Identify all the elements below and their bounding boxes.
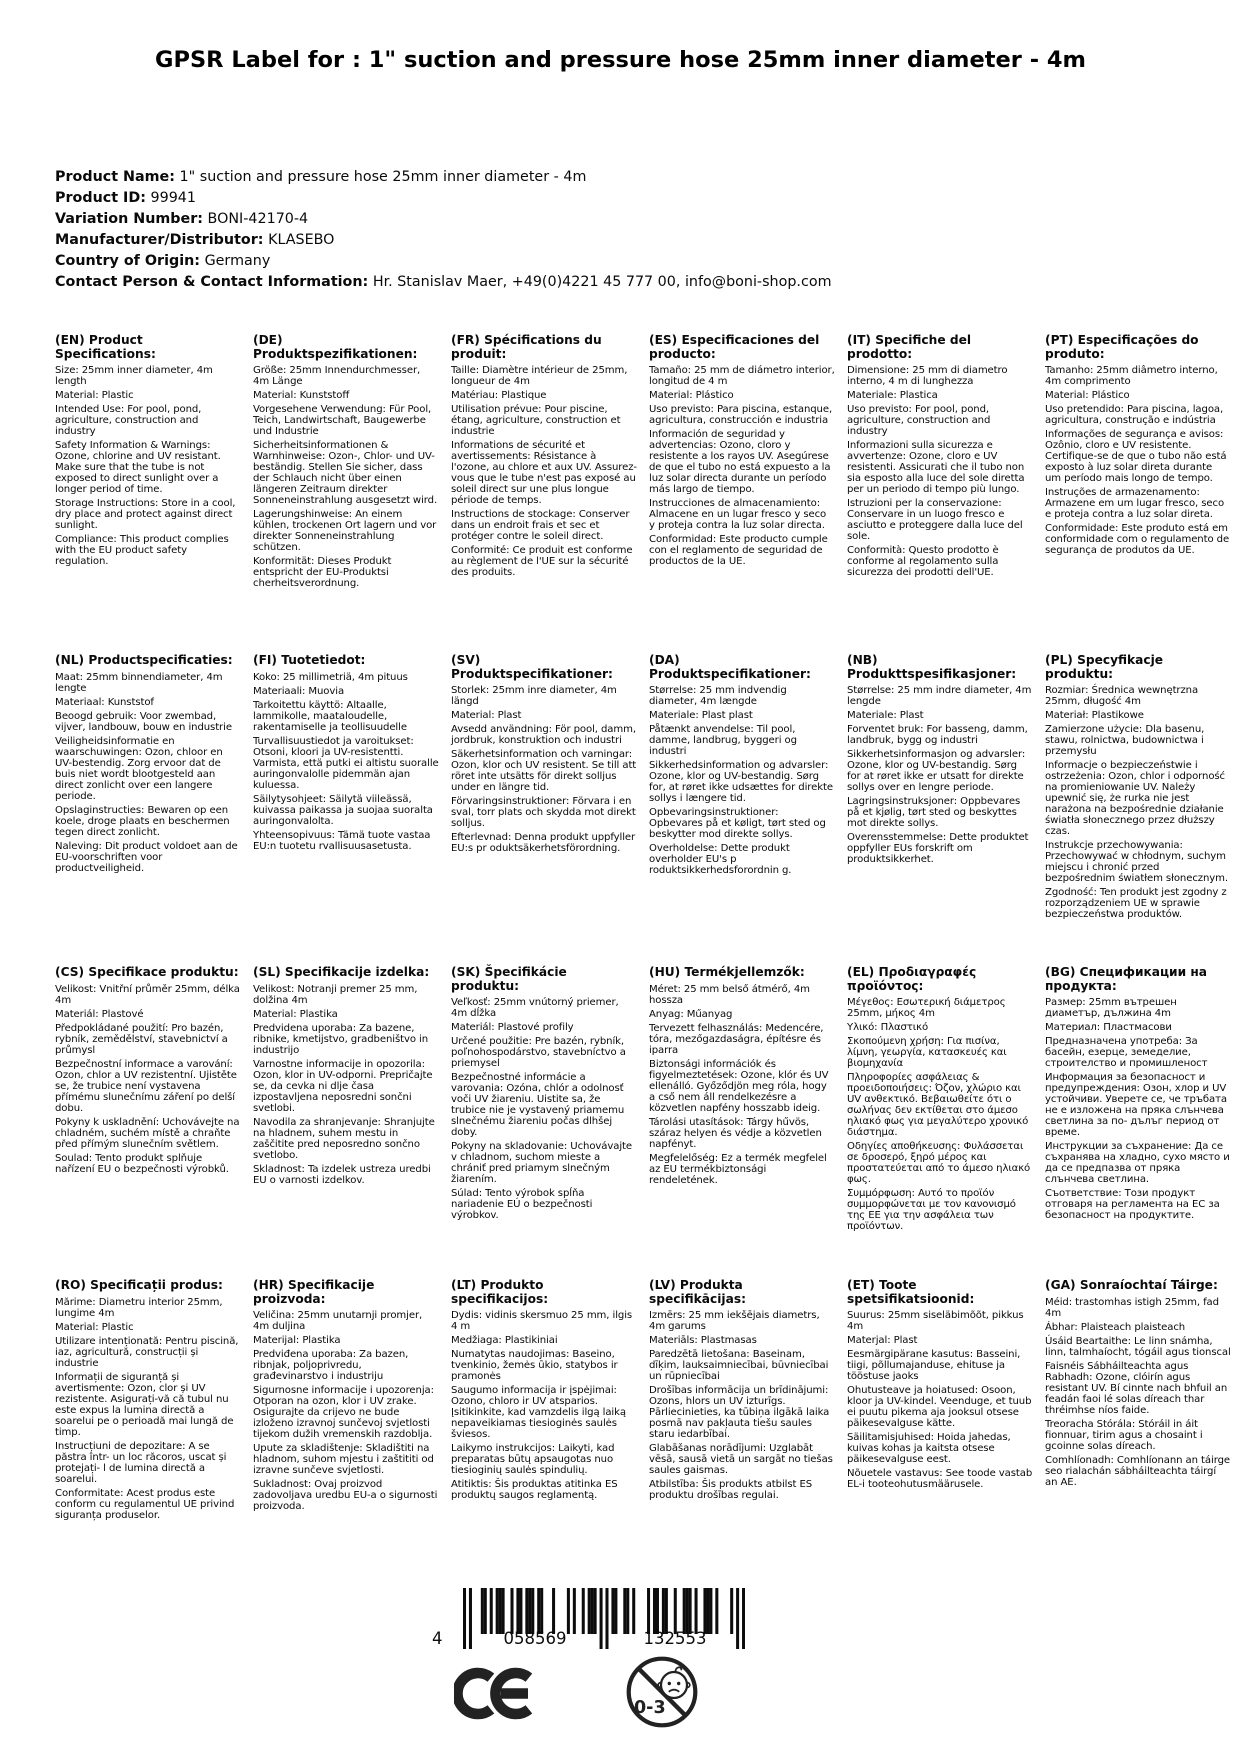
spec-paragraph: Laikymo instrukcijos: Laikyti, kad preparatas būtų apsaugotas nuo tiesioginių saulės spindulių. xyxy=(451,1443,615,1476)
spec-block-fr xyxy=(451,334,637,592)
spec-paragraph: Konformität: Dieses Produkt entspricht der EU-Produktsi cherheitsverordnung. xyxy=(253,556,392,589)
spec-paragraph: Sigurnosne informacije i upozorenja: Otporan na ozon, klor i UV zrake. Osigurajte da crijevo ne bude izloženo izravnoj sunčevoj svjetlosti tijekom dužih vremenskih razdoblja. xyxy=(253,1385,434,1440)
spec-paragraph: Comhlíonadh: Comhlíonann an táirge seo rialachán sábháilteachta táirgí an AE. xyxy=(1045,1454,1230,1488)
barcode-right-group: 132553 xyxy=(643,1629,707,1648)
spec-title-hu: (HU) Termékjellemzők: xyxy=(649,965,805,979)
barcode-first-digit: 4 xyxy=(432,1629,443,1648)
spec-paragraph: Materiale: Plast xyxy=(847,710,924,721)
spec-paragraph: Biztonsági információk és figyelmeztetések: Ozone, klór és UV ellenálló. Győződjön meg róla, hogy a cső nem áll rendelkezésre a közvetlen napfény hosszabb ideig. xyxy=(649,1058,829,1114)
spec-paragraph: Materjal: Plast xyxy=(847,1335,918,1346)
spec-paragraph: Megfelelőség: Ez a termék megfelel az EU termékbiztonsági rendeletének. xyxy=(649,1152,827,1186)
spec-paragraph: Tamaño: 25 mm de diámetro interior, longitud de 4 m xyxy=(649,365,835,387)
ean13-barcode xyxy=(420,1588,760,1654)
spec-paragraph: Izmērs: 25 mm iekšējais diametrs, 4m garums xyxy=(649,1310,820,1332)
spec-paragraph: Uso previsto: For pool, pond, agriculture, construction and industry xyxy=(847,404,991,437)
spec-title-et: (ET) Toote spetsifikatsioonid: xyxy=(847,1278,975,1306)
spec-paragraph: Veľkosť: 25mm vnútorný priemer, 4m dĺžka xyxy=(451,997,619,1019)
spec-block-lv xyxy=(649,1279,835,1524)
spec-paragraph: Drošības informācija un brīdinājumi: Ozons, hlors un UV izturīgs. Pārliecinieties, ka tūbiņa ilgākā laika posmā nav pakļauta tiešu saules staru iedarbībai. xyxy=(649,1385,830,1440)
spec-paragraph: Zamierzone użycie: Dla basenu, stawu, rolnictwa, budownictwa i przemysłu xyxy=(1045,724,1205,757)
spec-paragraph: Ohutusteave ja hoiatused: Osoon, kloor ja UV-kindel. Veenduge, et tuub ei puutu pikema aja jooksul otsese päikesevalguse kätte. xyxy=(847,1385,1032,1429)
spec-block-da xyxy=(649,654,835,923)
spec-paragraph: Vorgesehene Verwendung: Für Pool, Teich, Landwirtschaft, Baugewerbe und Industrie xyxy=(253,404,432,437)
spec-paragraph: Intended Use: For pool, pond, agriculture, construction and industry xyxy=(55,404,202,437)
spec-paragraph: Pokyny na skladovanie: Uchovávajte v chladnom, suchom mieste a chrániť pred priamym slnečným žiarením. xyxy=(451,1141,632,1185)
spec-paragraph: Uso pretendido: Para piscina, lagoa, agricultura, construção e indústria xyxy=(1045,404,1224,426)
spec-paragraph: Size: 25mm inner diameter, 4m length xyxy=(55,365,213,387)
spec-paragraph: Určené použitie: Pre bazén, rybník, poľnohospodárstvo, stavebníctvo a priemysel xyxy=(451,1036,626,1069)
spec-title-nb: (NB) Produkttspesifikasjoner: xyxy=(847,653,1017,681)
spec-title-en: (EN) Product Specifications: xyxy=(55,333,156,361)
spec-paragraph: Tamanho: 25mm diâmetro interno, 4m comprimento xyxy=(1045,365,1218,387)
spec-paragraph: Pokyny k uskladnění: Uchovávejte na chladném, suchém místě a chraňte před přímým slunečním světlem. xyxy=(55,1116,240,1150)
spec-block-nl xyxy=(55,654,241,923)
spec-paragraph: Overensstemmelse: Dette produktet oppfyller EUs forskrift om produktsikkerhet. xyxy=(847,832,1029,865)
contact-label: Contact Person & Contact Information: xyxy=(55,274,369,290)
spec-paragraph: Sikkerhedsinformation og advarsler: Ozone, klor og UV-bestandig. Sørg for, at røret ikke udsættes for direkte sollys i længere tid. xyxy=(649,760,833,804)
spec-paragraph: Veiligheidsinformatie en waarschuwingen: Ozon, chloor en UV-bestendig. Zorg ervoor dat de buis niet wordt blootgesteld aan direct zonlicht over een langere periode. xyxy=(55,735,223,802)
manufacturer-label: Manufacturer/Distributor: xyxy=(55,232,264,248)
spec-paragraph: Safety Information & Warnings: Ozone, chlorine and UV resistant. Make sure that the tube is not exposed to direct sunlight over a longer period of time. xyxy=(55,440,221,495)
spec-paragraph: Информация за безопасност и предупреждения: Озон, хлор и UV устойчиви. Уверете се, че тръбата не е изложена на пряка слънчева светлина за по- дълъг период от време. xyxy=(1045,1072,1227,1138)
spec-paragraph: Informations de sécurité et avertissements: Résistance à l'ozone, au chlore et aux UV. Assurez-vous que le tube n'est pas exposé au soleil direct sur une plus longue période de temps. xyxy=(451,440,637,506)
product-id-label: Product ID: xyxy=(55,190,146,206)
spec-paragraph: Tervezett felhasználás: Medencére, tóra, mezőgazdaságra, építésre és iparra xyxy=(649,1022,824,1056)
spec-paragraph: Compliance: This product complies with the EU product safety regulation. xyxy=(55,534,229,567)
spec-title-lv: (LV) Produkta specifikācijas: xyxy=(649,1278,746,1306)
age-range-text: 0-3 xyxy=(634,1698,666,1718)
spec-paragraph: Efterlevnad: Denna produkt uppfyller EU:s pr oduktsäkerhetsförordning. xyxy=(451,832,636,854)
spec-paragraph: Méid: trastomhas istigh 25mm, fad 4m xyxy=(1045,1296,1219,1319)
spec-paragraph: Velikost: Vnitřní průměr 25mm, délka 4m xyxy=(55,983,240,1006)
spec-grid-row-1 xyxy=(55,334,1231,592)
spec-block-es xyxy=(649,334,835,592)
spec-block-en xyxy=(55,334,241,592)
spec-paragraph: Bezpečnostní informace a varování: Ozon, chlor a UV rezistentní. Ujistěte se, že trubice není vystavena přímému slunečnímu záření po delší dobu. xyxy=(55,1058,237,1114)
spec-paragraph: Informações de segurança e avisos: Ozônio, cloro e UV resistente. Certifique-se de que o tubo não está exposto à luz solar direta durante um período mais longo de tempo. xyxy=(1045,429,1227,484)
spec-block-pt xyxy=(1045,334,1231,592)
spec-title-es: (ES) Especificaciones del producto: xyxy=(649,333,820,361)
spec-block-bg xyxy=(1045,966,1231,1235)
spec-paragraph: Instruções de armazenamento: Armazene em um lugar fresco, seco e proteja contra a luz solar direta. xyxy=(1045,487,1225,520)
spec-block-lt xyxy=(451,1279,637,1524)
manufacturer-value: KLASEBO xyxy=(268,232,335,248)
spec-paragraph: Ábhar: Plaisteach plaisteach xyxy=(1045,1321,1186,1333)
spec-paragraph: Instrucțiuni de depozitare: A se păstra într- un loc răcoros, uscat și protejați- l de lumina directă a soarelui. xyxy=(55,1440,227,1485)
spec-paragraph: Förvaringsinstruktioner: Förvara i en sval, torr plats och skydda mot direkt solljus. xyxy=(451,796,636,829)
spec-paragraph: Bezpečnostné informácie a varovania: Ozóna, chlór a odolnosť voči UV žiareniu. Uistite sa, že trubice nie je vystavený priamemu slnečnému žiareniu počas dlhšej doby. xyxy=(451,1072,625,1138)
spec-paragraph: Conformidade: Este produto está em conformidade com o regulamento de segurança de produtos da UE. xyxy=(1045,523,1230,556)
spec-block-hu xyxy=(649,966,835,1235)
spec-paragraph: Säilitamisjuhised: Hoida jahedas, kuivas kohas ja kaitsta otsese päikesevalguse eest. xyxy=(847,1432,1011,1465)
spec-paragraph: Conformitate: Acest produs este conform cu regulamentul UE privind siguranța produselor. xyxy=(55,1487,235,1521)
spec-paragraph: Materiaal: Kunststof xyxy=(55,696,154,708)
spec-paragraph: Rozmiar: Średnica wewnętrzna 25mm, długość 4m xyxy=(1045,685,1199,707)
spec-paragraph: Glabāšanas norādījumi: Uzglabāt vēsā, sausā vietā un sargāt no tiešas saules gaismas. xyxy=(649,1443,833,1476)
spec-paragraph: Материал: Пластмасови xyxy=(1045,1022,1172,1033)
spec-paragraph: Größe: 25mm Innendurchmesser, 4m Länge xyxy=(253,365,421,387)
spec-grid-row-4 xyxy=(55,1279,1231,1524)
spec-paragraph: Инструкции за съхранение: Да се съхранява на хладно, сухо място и да се предпазва от пряка слънчева светлина. xyxy=(1045,1141,1230,1185)
spec-paragraph: Saugumo informacija ir įspėjimai: Ozono, chloro ir UV atsparios. Įsitikinkite, kad vamzdelis ilgą laiką nepaveikiamas tiesioginės saulės šviesos. xyxy=(451,1385,626,1440)
spec-paragraph: Lagringsinstruksjoner: Oppbevares på et kjølig, tørt sted og beskyttes mot direkte sollys. xyxy=(847,796,1021,829)
spec-grid-row-3 xyxy=(55,966,1231,1235)
spec-paragraph: Atbilstība: Šis produkts atbilst ES produktu drošības regulai. xyxy=(649,1479,813,1501)
spec-title-bg: (BG) Спецификации на продукта: xyxy=(1045,965,1208,993)
spec-paragraph: Numatytas naudojimas: Baseino, tvenkinio, žemės ūkio, statybos ir pramonės xyxy=(451,1349,618,1382)
product-name-label: Product Name: xyxy=(55,169,175,185)
spec-paragraph: Συμμόρφωση: Αυτό το προϊόν συμμορφώνεται με τον κανονισμό της ΕΕ για την ασφάλεια των προϊόντων. xyxy=(847,1188,1016,1232)
spec-paragraph: Storlek: 25mm inre diameter, 4m längd xyxy=(451,685,617,707)
product-name-value: 1" suction and pressure hose 25mm inner diameter - 4m xyxy=(179,169,587,185)
spec-paragraph: Materiał: Plastikowe xyxy=(1045,710,1144,721)
spec-paragraph: Σκοπούμενη χρήση: Για πισίνα, λίμνη, γεωργία, κατασκευές και βιομηχανία xyxy=(847,1036,1007,1069)
spec-block-sv xyxy=(451,654,637,923)
age-warning-0-3-icon xyxy=(624,1654,700,1734)
spec-paragraph: Dimensione: 25 mm di diametro interno, 4 m di lunghezza xyxy=(847,365,1008,387)
spec-title-da: (DA) Produktspecifikationer: xyxy=(649,653,811,681)
spec-title-hr: (HR) Specifikacije proizvoda: xyxy=(253,1278,375,1306)
spec-paragraph: Størrelse: 25 mm indre diameter, 4m lengde xyxy=(847,685,1032,707)
spec-paragraph: Predvidena uporaba: Za bazene, ribnike, kmetijstvo, gradbeništvo in industrijo xyxy=(253,1022,429,1056)
spec-paragraph: Koko: 25 millimetriä, 4m pituus xyxy=(253,671,408,683)
spec-paragraph: Material: Plastika xyxy=(253,1008,338,1020)
spec-paragraph: Conformidad: Este producto cumple con el reglamento de seguridad de productos de la UE. xyxy=(649,534,828,567)
spec-paragraph: Πληροφορίες ασφάλειας & προειδοποιήσεις: Όζον, χλώριο και UV ανθεκτικό. Βεβαιωθείτε ότι ο σωλήνας δεν εκτίθεται στο άμεσο ηλιακό φως για μεγαλύτερο χρονικό διάστημα. xyxy=(847,1072,1029,1138)
spec-paragraph: Størrelse: 25 mm indvendig diameter, 4m længde xyxy=(649,685,787,707)
product-id-line xyxy=(55,188,832,209)
spec-paragraph: Utilizare intenționată: Pentru piscină, iaz, agricultură, construcții și industrie xyxy=(55,1335,239,1369)
spec-paragraph: Dydis: vidinis skersmuo 25 mm, ilgis 4 m xyxy=(451,1310,633,1332)
spec-paragraph: Materiāls: Plastmasas xyxy=(649,1335,757,1346)
spec-block-ro xyxy=(55,1279,241,1524)
spec-title-ro: (RO) Specificații produs: xyxy=(55,1278,223,1292)
spec-paragraph: Material: Plast xyxy=(451,710,522,721)
spec-paragraph: Lagerungshinweise: An einem kühlen, trockenen Ort lagern und vor direkter Sonneneinstrahlung schützen. xyxy=(253,509,437,553)
spec-paragraph: Съответствие: Този продукт отговаря на регламента на ЕС за безопасност на продуктите. xyxy=(1045,1188,1220,1221)
spec-paragraph: Nõuetele vastavus: See toode vastab EL-i tooteohutusmäärusele. xyxy=(847,1468,1033,1490)
spec-paragraph: Méret: 25 mm belső átmérő, 4m hossza xyxy=(649,983,810,1006)
spec-paragraph: Opslaginstructies: Bewaren op een koele, droge plaats en beschermen tegen direct zonlicht. xyxy=(55,804,230,838)
spec-grid-row-2 xyxy=(55,654,1231,923)
spec-paragraph: Materiál: Plastové profily xyxy=(451,1022,574,1033)
spec-paragraph: Mărime: Diametru interior 25mm, lungime 4m xyxy=(55,1296,223,1319)
spec-paragraph: Informacje o bezpieczeństwie i ostrzeżenia: Ozon, chlor i odporność na promieniowanie UV. Należy upewnić się, że rurka nie jest narażona na bezpośrednie działanie światła słonecznego przez dłuższy czas. xyxy=(1045,760,1226,837)
spec-paragraph: Forventet bruk: For basseng, damm, landbruk, bygg og industri xyxy=(847,724,1028,746)
spec-paragraph: Overholdelse: Dette produkt overholder EU's p roduktsikkerhedsforordnin g. xyxy=(649,843,792,876)
spec-title-sv: (SV) Produktspecifikationer: xyxy=(451,653,613,681)
spec-paragraph: Matériau: Plastique xyxy=(451,390,547,401)
product-name-line xyxy=(55,167,832,188)
spec-paragraph: Beoogd gebruik: Voor zwembad, vijver, landbouw, bouw en industrie xyxy=(55,710,232,733)
spec-paragraph: Atitiktis: Šis produktas atitinka ES produktų saugos reglamentą. xyxy=(451,1479,618,1501)
spec-paragraph: Conformità: Questo prodotto è conforme al regolamento sulla sicurezza dei prodotti dell'UE. xyxy=(847,545,999,578)
spec-paragraph: Påtænkt anvendelse: Til pool, damme, landbrug, byggeri og industri xyxy=(649,724,797,757)
spec-paragraph: Turvallisuustiedot ja varoitukset: Otsoni, kloori ja UV-resistentti. Varmista, että putki ei altistu suoralle auringonvalolle pidemmän ajan kuluessa. xyxy=(253,735,439,791)
spec-block-hr xyxy=(253,1279,439,1524)
spec-paragraph: Soulad: Tento produkt splňuje nařízení EU o bezpečnosti výrobků. xyxy=(55,1152,229,1175)
spec-paragraph: Material: Plástico xyxy=(649,390,734,401)
spec-block-el xyxy=(847,966,1033,1235)
spec-paragraph: Predviđena uporaba: Za bazen, ribnjak, poljoprivredu, građevinarstvo i industriju xyxy=(253,1349,409,1382)
spec-paragraph: Taille: Diamètre intérieur de 25mm, longueur de 4m xyxy=(451,365,628,387)
spec-block-sk xyxy=(451,966,637,1235)
spec-paragraph: Sukladnost: Ovaj proizvod zadovoljava uredbu EU-a o sigurnosti proizvoda. xyxy=(253,1479,438,1512)
origin-value: Germany xyxy=(204,253,271,269)
spec-paragraph: Předpokládané použití: Pro bazén, rybník, zemědělství, stavebnictví a průmysl xyxy=(55,1022,228,1056)
spec-title-sk: (SK) Špecifikácie produktu: xyxy=(451,965,567,993)
spec-paragraph: Materijal: Plastika xyxy=(253,1335,341,1346)
spec-paragraph: Informazioni sulla sicurezza e avvertenze: Ozone, cloro e UV resistenti. Assicurati che il tubo non sia esposto alla luce del sole diretta per un periodo di tempo più lungo. xyxy=(847,440,1025,495)
spec-paragraph: Naleving: Dit product voldoet aan de EU-voorschriften voor productveiligheid. xyxy=(55,840,238,874)
spec-title-cs: (CS) Specifikace produktu: xyxy=(55,965,239,979)
variation-number-value: BONI-42170-4 xyxy=(207,211,309,227)
spec-paragraph: Tarkoitettu käyttö: Altaalle, lammikolle, maataloudelle, rakentamiselle ja teollisuudelle xyxy=(253,699,407,733)
spec-paragraph: Materiale: Plast plast xyxy=(649,710,753,721)
spec-paragraph: Informații de siguranță și avertismente: Ozon, clor și UV rezistente. Asigurați-vă că tubul nu este expus la lumina directă a soarelui pe o perioadă mai lungă de timp. xyxy=(55,1371,234,1438)
spec-paragraph: Opbevaringsinstruktioner: Opbevares på et køligt, tørt sted og beskytter mod direkte sollys. xyxy=(649,807,826,840)
spec-title-fi: (FI) Tuotetiedot: xyxy=(253,653,366,667)
spec-block-it xyxy=(847,334,1033,592)
spec-title-ga: (GA) Sonraíochtaí Táirge: xyxy=(1045,1278,1218,1292)
spec-paragraph: Paredzētā lietošana: Baseinam, dīķim, lauksaimniecībai, būvniecībai un rūpniecībai xyxy=(649,1349,829,1382)
spec-paragraph: Úsáid Beartaithe: Le linn snámha, linn, talmhaíocht, tógáil agus tionscal xyxy=(1045,1335,1231,1358)
spec-paragraph: Upute za skladištenje: Skladištiti na hladnom, suhom mjestu i zaštititi od izravne sunčeve svjetlosti. xyxy=(253,1443,434,1476)
spec-paragraph: Anyag: Műanyag xyxy=(649,1008,733,1020)
origin-label: Country of Origin: xyxy=(55,253,201,269)
spec-paragraph: Material: Plastic xyxy=(55,1321,134,1333)
spec-paragraph: Material: Kunststoff xyxy=(253,390,350,401)
spec-block-fi xyxy=(253,654,439,923)
spec-block-cs xyxy=(55,966,241,1235)
spec-paragraph: Υλικό: Πλαστικό xyxy=(847,1022,929,1033)
spec-block-sl xyxy=(253,966,439,1235)
spec-paragraph: Veličina: 25mm unutarnji promjer, 4m duljina xyxy=(253,1310,423,1332)
spec-block-et xyxy=(847,1279,1033,1524)
spec-paragraph: Utilisation prévue: Pour piscine, étang, agriculture, construction et industrie xyxy=(451,404,621,437)
spec-paragraph: Información de seguridad y advertencias: Ozono, cloro y resistente a los rayos UV. Asegúrese de que el tubo no está expuesto a la luz solar directa durante un período más largo de tiempo. xyxy=(649,429,831,495)
spec-paragraph: Maat: 25mm binnendiameter, 4m lengte xyxy=(55,671,223,694)
spec-paragraph: Размер: 25mm вътрешен диаметър, дължина 4m xyxy=(1045,997,1177,1019)
spec-block-ga xyxy=(1045,1279,1231,1524)
spec-paragraph: Uso previsto: Para piscina, estanque, agricultura, construcción e industria xyxy=(649,404,833,426)
spec-paragraph: Materiale: Plastica xyxy=(847,390,938,401)
page-title: GPSR Label for : 1" suction and pressure hose 25mm inner diameter - 4m xyxy=(155,47,1086,73)
spec-paragraph: Suurus: 25mm siseläbimõõt, pikkus 4m xyxy=(847,1310,1024,1332)
variation-number-label: Variation Number: xyxy=(55,211,203,227)
spec-paragraph: Instrukcje przechowywania: Przechowywać w chłodnym, suchym miejscu i chronić przed bezpośrednim światłem słonecznym. xyxy=(1045,840,1228,884)
spec-paragraph: Sicherheitsinformationen & Warnhinweise: Ozon-, Chlor- und UV-beständig. Stellen Sie sicher, dass der Schlauch nicht über einen längeren Zeitraum direkter Sonneneinstrahlung ausgesetzt wird. xyxy=(253,440,438,506)
spec-title-pl: (PL) Specyfikacje produktu: xyxy=(1045,653,1164,681)
spec-paragraph: Storage Instructions: Store in a cool, dry place and protect against direct sunlight. xyxy=(55,498,236,531)
spec-paragraph: Faisnéis Sábháilteachta agus Rabhadh: Ozone, clóirín agus resistant UV. Bí cinnte nach bhfuil an feadán faoi lé solas díreach thar thréimhse níos faide. xyxy=(1045,1360,1228,1416)
spec-paragraph: Istruzioni per la conservazione: Conservare in un luogo fresco e asciutto e proteggere dalla luce del sole. xyxy=(847,498,1023,542)
spec-block-pl xyxy=(1045,654,1231,923)
contact-value: Hr. Stanislav Maer, +49(0)4221 45 777 00, info@boni-shop.com xyxy=(372,274,832,290)
spec-paragraph: Zgodność: Ten produkt jest zgodny z rozporządzeniem UE w sprawie bezpieczeństwa produktów. xyxy=(1045,887,1227,920)
spec-paragraph: Instructions de stockage: Conserver dans un endroit frais et sec et protéger contre le soleil direct. xyxy=(451,509,630,542)
spec-paragraph: Säkerhetsinformation och varningar: Ozon, klor och UV resistent. Se till att röret inte utsätts för direkt solljus under en längre tid. xyxy=(451,749,637,793)
spec-paragraph: Μέγεθος: Εσωτερική διάμετρος 25mm, μήκος 4m xyxy=(847,997,1006,1019)
spec-paragraph: Предназначена употреба: За басейн, езерце, земеделие, строителство и промишленост xyxy=(1045,1036,1208,1069)
spec-paragraph: Materiál: Plastové xyxy=(55,1008,144,1020)
spec-paragraph: Material: Plastic xyxy=(55,390,134,401)
spec-paragraph: Sikkerhetsinformasjon og advarsler: Ozone, klor og UV-bestandig. Sørg for at røret ikke er utsatt for direkte sollys over en lengre periode. xyxy=(847,749,1026,793)
spec-title-de: (DE) Produktspezifikationen: xyxy=(253,333,418,361)
spec-title-nl: (NL) Productspecificaties: xyxy=(55,653,233,667)
spec-paragraph: Yhteensopivuus: Tämä tuote vastaa EU:n tuotetu rvallisuusasetusta. xyxy=(253,829,431,852)
spec-paragraph: Navodila za shranjevanje: Shranjujte na hladnem, suhem mestu in zaščitite pred neposredno sončno svetlobo. xyxy=(253,1116,435,1161)
spec-title-sl: (SL) Specifikacije izdelka: xyxy=(253,965,430,979)
spec-block-nb xyxy=(847,654,1033,923)
origin-line xyxy=(55,251,832,272)
spec-paragraph: Säilytysohjeet: Säilytä viileässä, kuivassa paikassa ja suojaa suoralta auringonvalolta. xyxy=(253,793,433,827)
spec-paragraph: Avsedd användning: För pool, damm, jordbruk, konstruktion och industri xyxy=(451,724,636,746)
spec-paragraph: Súlad: Tento výrobok spĺňa nariadenie EÚ o bezpečnosti výrobkov. xyxy=(451,1188,593,1221)
spec-paragraph: Materiaali: Muovia xyxy=(253,685,345,697)
spec-paragraph: Material: Plástico xyxy=(1045,390,1130,401)
spec-title-it: (IT) Specifiche del prodotto: xyxy=(847,333,972,361)
product-id-value: 99941 xyxy=(150,190,196,206)
contact-line xyxy=(55,272,832,293)
manufacturer-line xyxy=(55,230,832,251)
spec-paragraph: Varnostne informacije in opozorila: Ozon, klor in UV-odporni. Prepričajte se, da cevka ni dlje časa izpostavljena neposredni sončni svetlobi. xyxy=(253,1058,433,1114)
ce-mark-icon xyxy=(454,1664,540,1727)
spec-title-el: (EL) Προδιαγραφές προϊόντος: xyxy=(847,965,977,993)
product-info xyxy=(55,167,832,293)
spec-paragraph: Treoracha Stórála: Stóráil in áit fionnuar, tirim agus a chosaint i gcoinne solas díreach. xyxy=(1045,1418,1203,1452)
spec-title-pt: (PT) Especificações do produto: xyxy=(1045,333,1199,361)
barcode-left-group: 058569 xyxy=(503,1629,567,1648)
spec-paragraph: Medžiaga: Plastikiniai xyxy=(451,1335,558,1346)
spec-paragraph: Eesmärgipärane kasutus: Basseini, tiigi, põllumajanduse, ehituse ja tööstuse jaoks xyxy=(847,1349,1021,1382)
spec-paragraph: Tárolási utasítások: Tárgy hűvös, száraz helyen és védje a közvetlen napfényt. xyxy=(649,1116,822,1150)
spec-paragraph: Οδηγίες αποθήκευσης: Φυλάσσεται σε δροσερό, ξηρό μέρος και προστατεύεται από το άμεσο ηλιακό φως. xyxy=(847,1141,1031,1185)
variation-number-line xyxy=(55,209,832,230)
spec-title-fr: (FR) Spécifications du produit: xyxy=(451,333,602,361)
spec-block-de xyxy=(253,334,439,592)
spec-paragraph: Skladnost: Ta izdelek ustreza uredbi EU o varnosti izdelkov. xyxy=(253,1163,431,1186)
spec-title-lt: (LT) Produkto specifikacijos: xyxy=(451,1278,549,1306)
spec-paragraph: Conformité: Ce produit est conforme au règlement de l'UE sur la sécurité des produits. xyxy=(451,545,633,578)
spec-paragraph: Velikost: Notranji premer 25 mm, dolžina 4m xyxy=(253,983,418,1006)
spec-paragraph: Instrucciones de almacenamiento: Almacene en un lugar fresco y seco y proteja contra la luz solar directa. xyxy=(649,498,827,531)
